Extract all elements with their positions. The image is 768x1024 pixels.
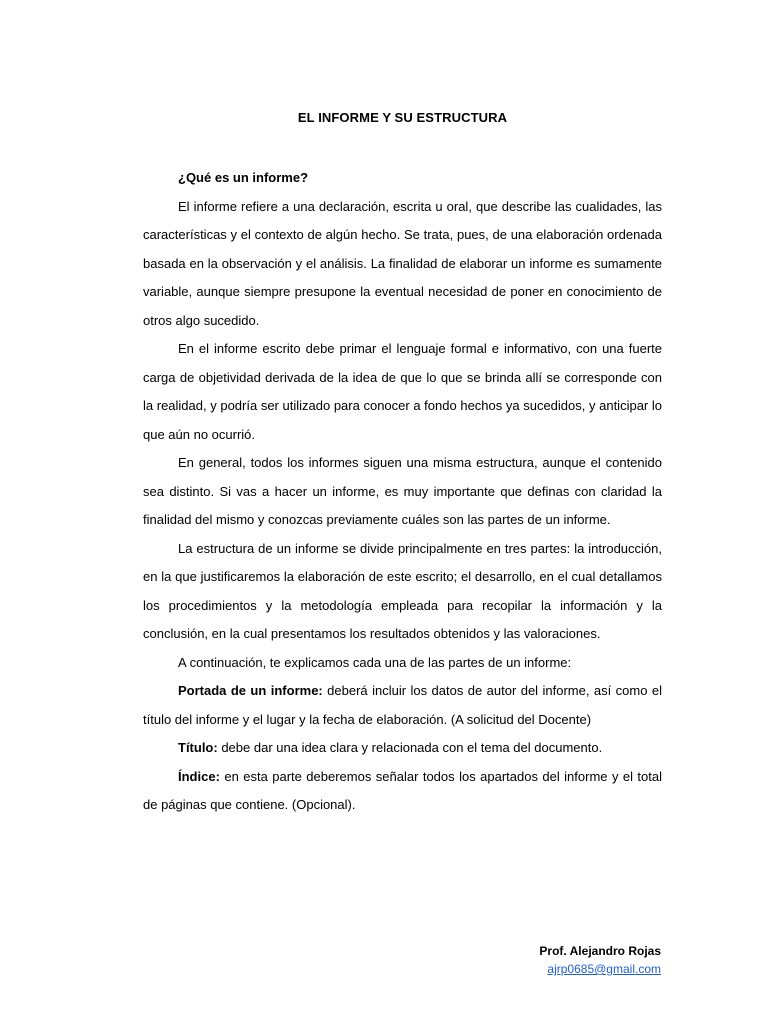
- author-email-link[interactable]: ajrp0685@gmail.com: [547, 962, 661, 976]
- document-title: EL INFORME Y SU ESTRUCTURA: [297, 110, 508, 125]
- paragraph: En general, todos los informes siguen una misma estructura, aunque el contenido sea distinto. Si vas a hacer un informe, es muy importante que definas con claridad la finalidad del mismo y conozcas previamente cuáles son las partes de un informe.: [143, 455, 662, 527]
- part-label: Índice:: [178, 768, 220, 784]
- part-label: Título:: [178, 740, 218, 755]
- part-text: deberá incluir los datos de autor del informe, así como el título del informe y el lugar y la fecha de elaboración. (A solicitud del Docente): [143, 683, 662, 727]
- paragraph: El informe refiere a una declaración, escrita u oral, que describe las cualidades, las características y el contexto de algún hecho. Se trata, pues, de una elaboración ordenada basada en la observación y el análisis. La finalidad de elaborar un informe es sumamente variable, aunque siempre presupone la eventual necesidad de poner en conocimiento de otros algo sucedido.: [143, 198, 662, 328]
- part-item-indice: [143, 763, 662, 820]
- part-text: debe dar una idea clara y relacionada con el tema del documento.: [217, 740, 603, 755]
- part-label: Portada de un informe:: [178, 683, 323, 698]
- signature-block: [539, 942, 661, 978]
- paragraph: En el informe escrito debe primar el lenguaje formal e informativo, con una fuerte carga de objetividad derivada de la idea de que lo que se brinda allí se corresponde con la realidad, y podría ser utilizado para conocer a fondo hechos ya sucedidos, y anticipar lo que aún no ocurrió.: [143, 341, 662, 442]
- paragraph: La estructura de un informe se divide principalmente en tres partes: la introducción, en la que justificaremos la elaboración de este escrito; el desarrollo, en el cual detallamos los procedimientos y la metodología empleada para recopilar la información y la conclusión, en la cual presentamos los resultados obtenidos y las valoraciones.: [143, 540, 662, 641]
- section-heading: ¿Qué es un informe?: [178, 170, 309, 185]
- part-item-portada: [143, 677, 662, 734]
- author-name: Prof. Alejandro Rojas: [539, 944, 661, 958]
- paragraph: A continuación, te explicamos cada una de las partes de un informe:: [178, 654, 572, 670]
- part-item-titulo: [143, 734, 662, 763]
- part-text: en esta parte deberemos señalar todos los apartados del informe y el total de páginas que contiene. (Opcional).: [143, 768, 662, 812]
- document-body: [143, 164, 662, 820]
